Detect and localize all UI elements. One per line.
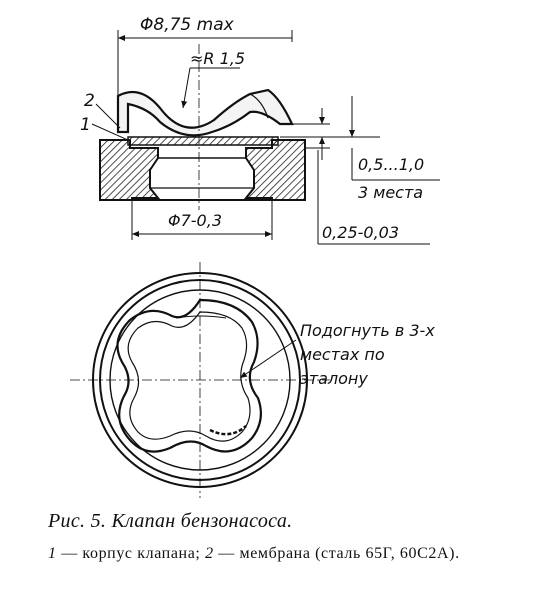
- body-left-section: [100, 140, 158, 200]
- figure-caption-title: Рис. 5. Клапан бензонасоса.: [48, 510, 293, 532]
- legend-item-1-text: — корпус клапана;: [56, 545, 206, 562]
- plan-view: [70, 262, 330, 498]
- body-right-section: [246, 140, 305, 200]
- note-line-2: местах по: [300, 345, 385, 364]
- part-1-label: 1: [80, 115, 91, 135]
- note-line-1: Подогнуть в 3-х: [300, 321, 435, 340]
- legend-item-2-text: — мембрана (сталь 65Г, 60С2А).: [213, 545, 460, 562]
- dia-bottom-label: Φ7-0,3: [168, 211, 222, 230]
- dimension-radius: [183, 68, 240, 108]
- places-label: 3 места: [358, 183, 424, 202]
- dia-max-label: Φ8,75 max: [140, 15, 234, 35]
- figure-caption-legend: [48, 544, 508, 564]
- legend-item-2-number: 2: [205, 545, 214, 562]
- section-view: [100, 44, 305, 210]
- note-line-3: эталону: [300, 369, 368, 388]
- gap-label: 0,5...1,0: [358, 155, 425, 174]
- tolerance-label: 0,25-0,03: [322, 223, 400, 242]
- valve-seat-plate: [128, 137, 278, 145]
- membrane-outline: [118, 300, 261, 452]
- radius-label: ≈R 1,5: [190, 49, 246, 68]
- part-2-label: 2: [84, 91, 95, 111]
- legend-item-1-number: 1: [48, 545, 57, 562]
- membrane-inner: [128, 312, 250, 441]
